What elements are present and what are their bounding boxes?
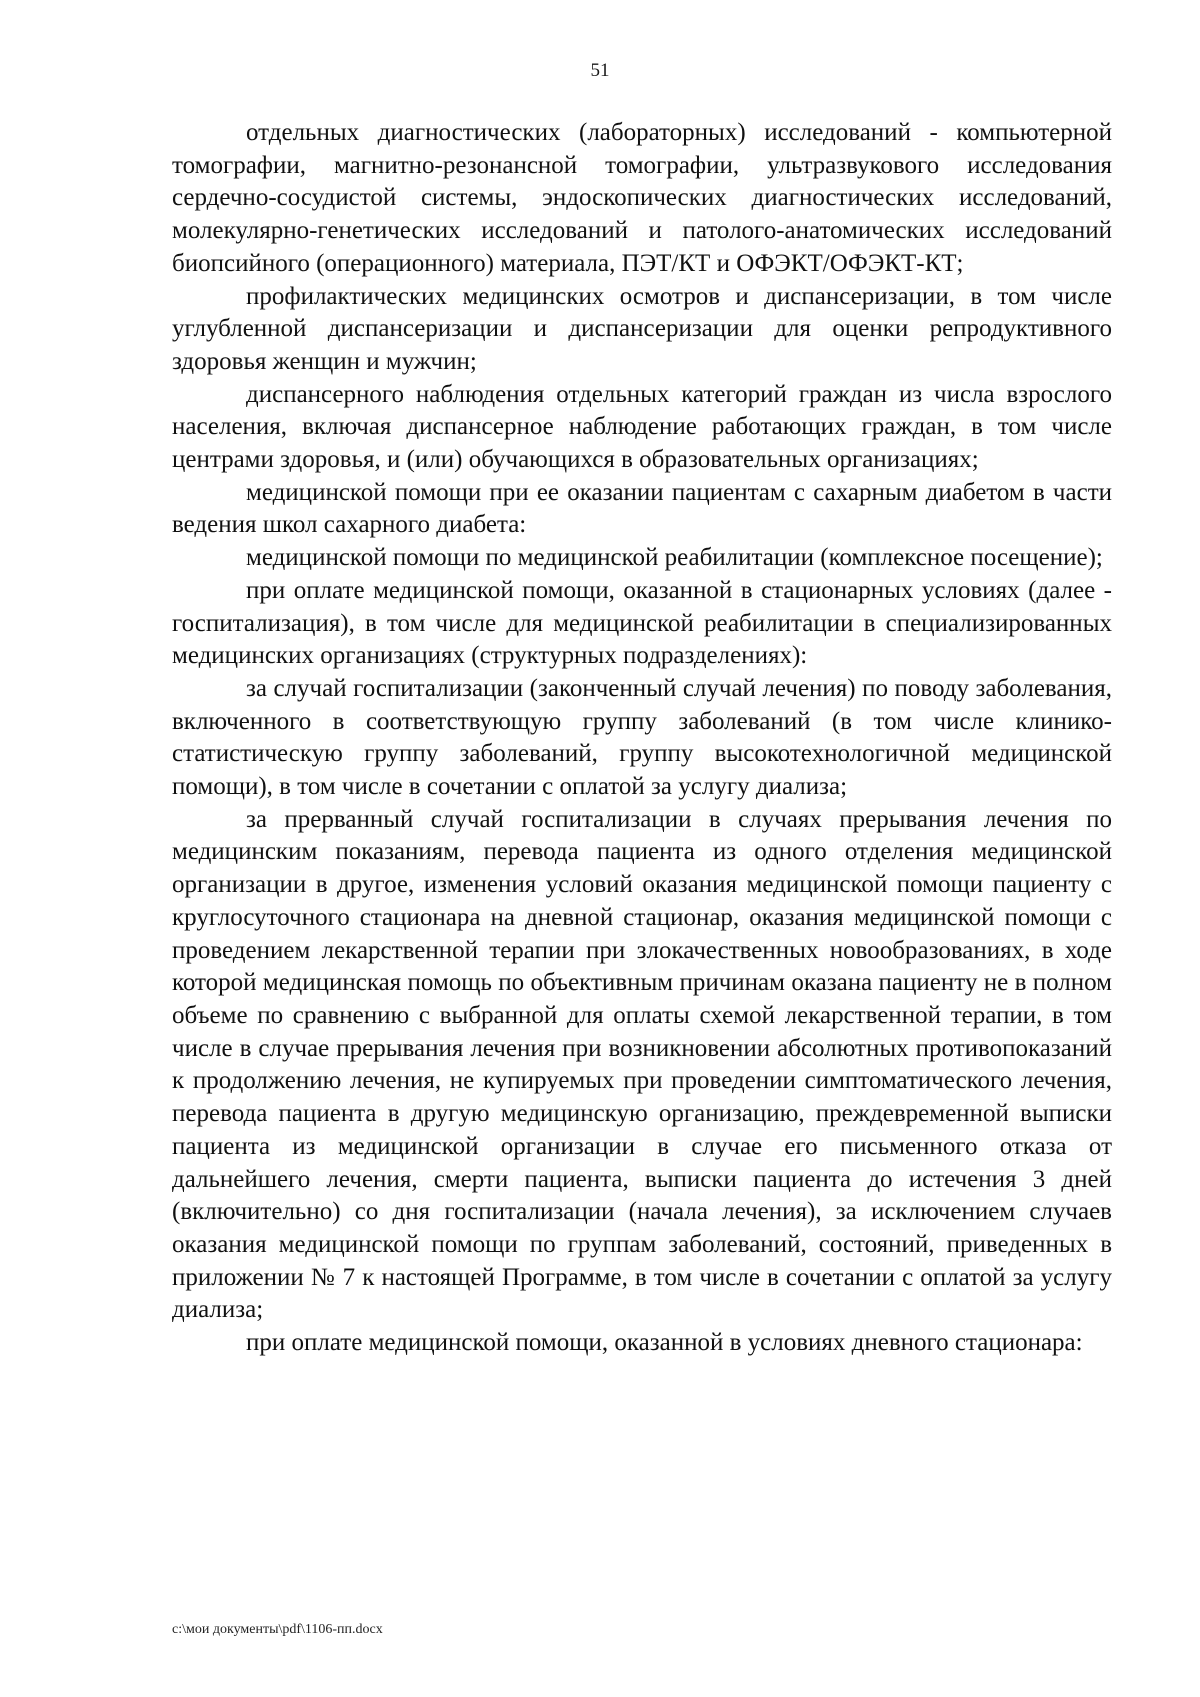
paragraph: за прерванный случай госпитализации в случаях прерывания лечения по медицинским показаниям, перевода пациента из одного отделения медицинской организации в другое, изменения условий оказания медицинской помощи пациенту с круглосуточного стационара на дневной стационар, оказания медицинской помощи с проведением лекарственной терапии при злокачественных новообразованиях, в ходе которой медицинская помощь по объективным причинам оказана пациенту не в полном объеме по сравнению с выбранной для оплаты схемой лекарственной терапии, в том числе в случае прерывания лечения при возникновении абсолютных противопоказаний к продолжению лечения, не купируемых при проведении симптоматического лечения, перевода пациента в другую медицинскую организацию, преждевременной выписки пациента из медицинской организации в случае его письменного отказа от дальнейшего лечения, смерти пациента, выписки пациента до истечения 3 дней (включительно) со дня госпитализации (начала лечения), за исключением случаев оказания медицинской помощи по группам заболеваний, состояний, приведенных в приложении № 7 к настоящей Программе, в том числе в сочетании с оплатой за услугу диализа; xyxy=(172,805,1112,1324)
file-path-footer: c:\мои документы\pdf\1106-пп.docx xyxy=(172,1622,383,1637)
paragraph: за случай госпитализации (законченный случай лечения) по поводу заболевания, включенного в соответствующую группу заболеваний (в том числе клинико-статистическую группу заболеваний, группу высокотехнологичной медицинской помощи), в том числе в сочетании с оплатой за услугу диализа; xyxy=(172,674,1112,801)
paragraph: диспансерного наблюдения отдельных категорий граждан из числа взрослого населения, включая диспансерное наблюдение работающих граждан, в том числе центрами здоровья, и (или) обучающихся в образовательных организациях; xyxy=(172,380,1112,474)
paragraph: при оплате медицинской помощи, оказанной в стационарных условиях (далее - госпитализация), в том числе для медицинской реабилитации в специализированных медицинских организациях (структурных подразделениях): xyxy=(172,576,1112,670)
paragraph: медицинской помощи по медицинской реабилитации (комплексное посещение); xyxy=(246,544,1103,572)
page-number: 51 xyxy=(590,60,610,81)
paragraph: при оплате медицинской помощи, оказанной в условиях дневного стационара: xyxy=(246,1329,1083,1357)
document-body xyxy=(172,117,1112,1360)
paragraph: медицинской помощи при ее оказании пациентам с сахарным диабетом в части ведения школ сахарного диабета: xyxy=(172,478,1112,539)
paragraph: профилактических медицинских осмотров и диспансеризации, в том числе углубленной диспансеризации и диспансеризации для оценки репродуктивного здоровья женщин и мужчин; xyxy=(172,282,1112,375)
paragraph: отдельных диагностических (лабораторных) исследований - компьютерной томографии, магнитно-резонансной томографии, ультразвукового исследования сердечно-сосудистой системы, эндоскопических диагностических исследований, молекулярно-генетических исследований и патолого-анатомических исследований биопсийного (операционного) материала, ПЭТ/КТ и ОФЭКТ/ОФЭКТ-КТ; xyxy=(172,119,1112,277)
